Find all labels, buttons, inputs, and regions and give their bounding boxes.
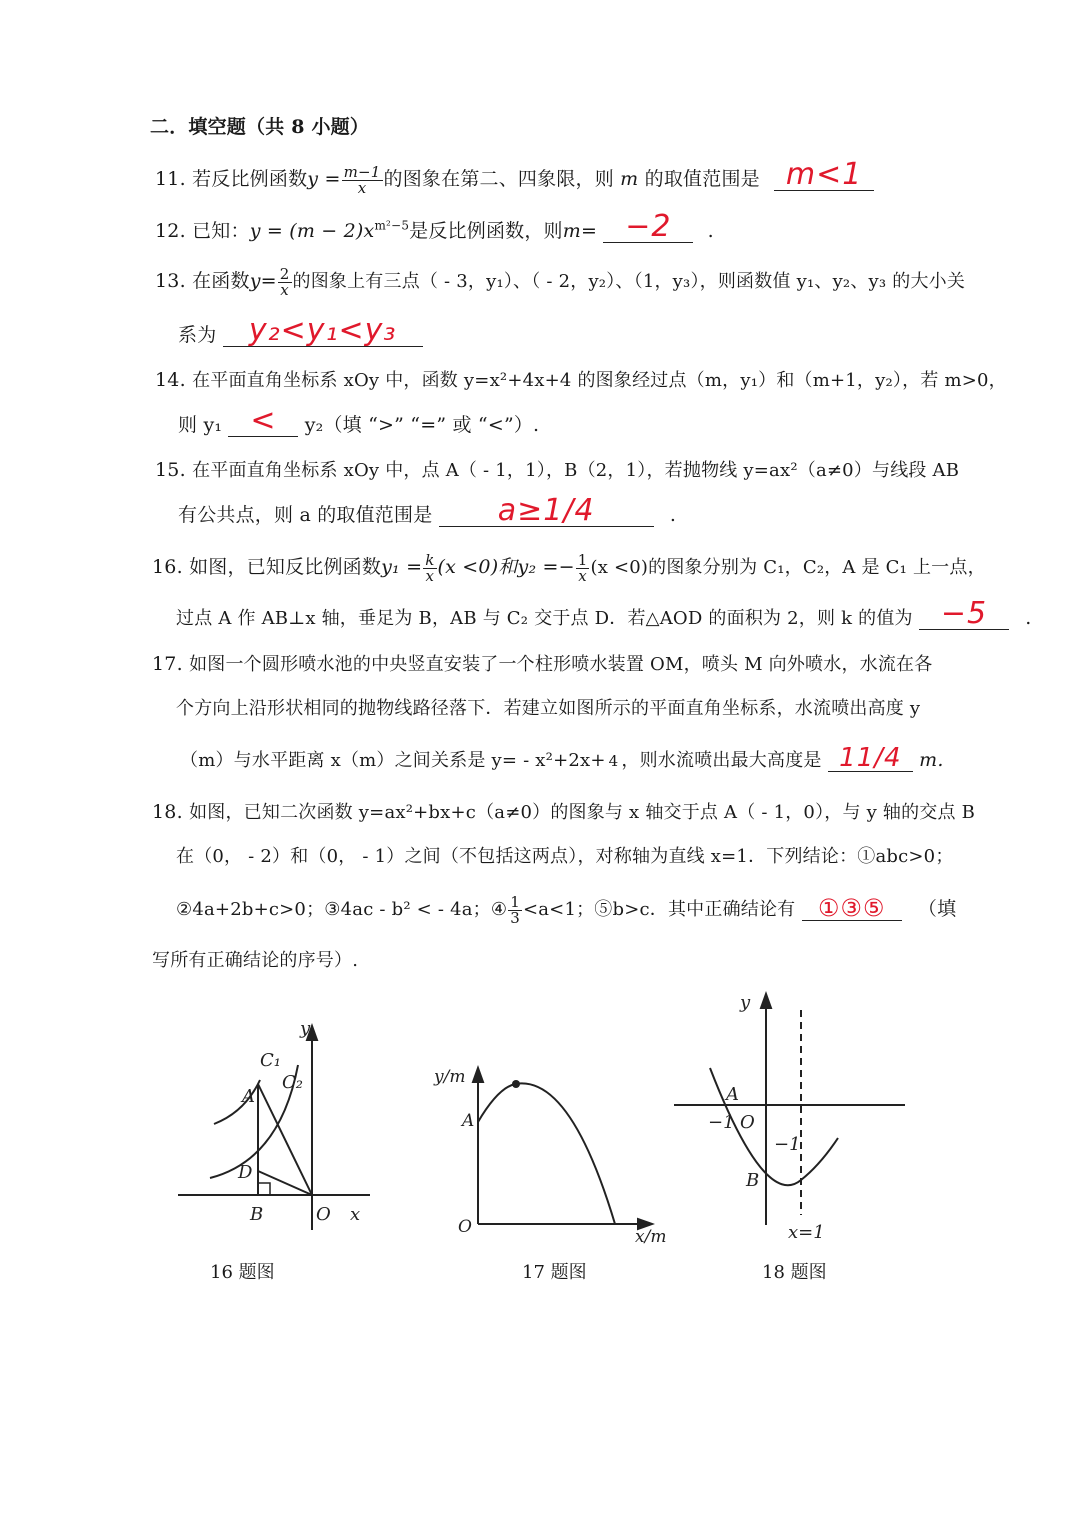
label-axis: x=1 [788,1222,825,1240]
question-15 [155,456,959,482]
question-number: 14. [155,369,186,391]
question-text: 的图象在第二、四象限，则 [383,168,614,190]
question-number: 16. [152,556,183,578]
answer-blank [828,743,913,773]
question-number: 11. [155,168,186,190]
question-text: 过点 A 作 AB⊥x 轴，垂足为 B，AB 与 C₂ 交于点 D．若△AOD 的面积为 2，则 k 的值为 [176,608,913,629]
label-o: O [458,1217,472,1237]
label-b: B [250,1204,264,1225]
handwritten-answer: −5 [940,596,988,631]
handwritten-answer: 11/4 [839,743,902,773]
question-text: 写所有正确结论的序号）. [152,950,359,971]
question-17-cont [176,694,920,720]
label-d: D [238,1162,253,1183]
question-17-cont2 [180,743,944,773]
question-text: 有公共点，则 a 的取值范围是 [178,504,433,526]
label-neg1-x: −1 [708,1112,735,1133]
fraction: $\frac{m-1}{x}$ [343,162,381,197]
fraction: $\frac{2}{x}$ [279,264,290,299]
label-y: y [300,1020,311,1039]
figure-16 [170,1020,380,1240]
question-16-cont [176,596,1032,631]
answer-blank [802,896,902,921]
section-title: 二．填空题（共 8 小题） [150,116,370,138]
y-axis-arrow [473,1068,483,1082]
equals-sign: = [580,220,598,242]
math-var: m [562,220,581,242]
question-number: 13. [155,270,186,292]
math-expr: (x <0)和y₂ =− [437,556,575,578]
question-text: 如图一个圆形喷水池的中央竖直安装了一个柱形喷水装置 OM，喷头 M 向外喷水，水流在各 [189,654,933,675]
question-text: 若反比例函数 [192,168,308,190]
question-text: 个方向上沿形状相同的抛物线路径落下．若建立如图所示的平面直角坐标系，水流喷出高度 y [176,698,921,719]
math-var: m [620,168,639,190]
math-expr: y₁ = [381,556,423,578]
handwritten-answer: ①③⑤ [817,894,886,922]
label-neg1-y: −1 [774,1134,801,1155]
question-16 [152,552,986,584]
question-14 [155,366,1007,392]
question-number: 18. [152,801,183,823]
question-text: 系为 [178,324,217,346]
fraction: $\frac{k}{x}$ [425,550,435,585]
question-18-cont [176,842,954,868]
question-13 [155,266,965,298]
handwritten-answer: −2 [625,209,672,244]
period: . [707,220,714,242]
label-a: A [726,1084,739,1105]
right-angle-mark [258,1183,270,1195]
period: . [669,504,677,526]
label-x: x [350,1204,361,1225]
label-a: A [242,1086,255,1107]
question-text: 则 y₁ [178,414,223,436]
question-text: （填 [917,898,957,920]
question-text: 的图象上有三点（ - 3，y₁）、（ - 2，y₂）、（1，y₃），则函数值 y₁、y₂、y₃ 的大小关 [292,271,966,292]
question-text: 是反比例函数，则 [409,220,563,242]
question-text: 如图，已知反比例函数 [189,556,382,578]
question-13-cont [178,313,423,348]
label-a: A [462,1111,475,1131]
question-text: （m）与水平距离 x（m）之间关系是 y= - x²+2x+ [180,750,606,771]
answer-blank [919,596,1009,631]
exponent: m²−5 [374,218,410,233]
question-text: 如图，已知二次函数 y=ax²+bx+c（a≠0）的图象与 x 轴交于点 A（ - 1，0），与 y 轴的交点 B [189,802,976,823]
label-y: y/m [434,1067,466,1087]
question-11 [155,157,874,197]
answer-blank [603,209,693,244]
math-expr: y = [307,168,341,190]
label-c1: C₁ [260,1050,281,1071]
figure-18-caption: 18 题图 [762,1262,827,1283]
label-o: O [740,1112,755,1133]
question-number: 17. [152,653,183,675]
handwritten-answer: m<1 [785,157,863,192]
fraction: 4 [608,751,619,770]
answer-blank [439,493,654,528]
answer-blank [223,313,423,348]
question-17 [152,650,932,676]
question-text: 已知： [192,220,250,242]
label-b: B [746,1170,760,1191]
question-text: y₂（填 “>” “=” 或 “<”）. [304,414,540,436]
label-x: x/m [635,1227,667,1247]
math-expr: y= [249,270,277,292]
question-18-cont3 [152,946,358,972]
figure-16-caption: 16 题图 [210,1262,275,1283]
question-text: 在平面直角坐标系 xOy 中，函数 y=x²+4x+4 的图象经过点（m，y₁）和（m+1，y₂），若 m>0， [192,370,1007,391]
answer-blank [228,403,298,438]
unit: m. [919,749,944,771]
question-text: 在平面直角坐标系 xOy 中，点 A（ - 1，1），B（2，1），若抛物线 y=ax²（a≠0）与线段 AB [192,460,960,481]
question-number: 15. [155,459,186,481]
question-15-cont [178,493,677,528]
label-c2: C₂ [282,1072,303,1093]
vertex-dot [512,1080,520,1088]
handwritten-answer: y₂<y₁<y₃ [248,313,397,348]
question-text: 在（0， - 2）和（0， - 1）之间（不包括这两点），对称轴为直线 x=1．下列结论：①abc>0； [176,846,954,867]
question-text: 的取值范围是 [644,168,760,190]
question-14-cont [178,403,540,438]
period: . [1025,607,1032,629]
math-expr: y = (m − 2)x [249,220,375,242]
question-text: <a<1；⑤b>c．其中正确结论有 [522,899,796,920]
question-text: ②4a+2b+c>0；③4ac - b² < - 4a；④ [176,899,508,920]
question-text: ，则水流喷出最大高度是 [621,750,822,771]
handwritten-answer: a≥1/4 [497,493,595,528]
parabola-water-path [478,1083,615,1224]
figure-17-caption: 17 题图 [522,1262,587,1283]
question-text: (x <0)的图象分别为 C₁，C₂，A 是 C₁ 上一点， [590,557,986,578]
label-o: O [316,1204,331,1225]
segment-ao [258,1084,312,1195]
label-y: y [740,992,751,1013]
figure-17 [430,1060,680,1250]
question-18-cont2 [176,894,956,926]
question-number: 12. [155,220,186,242]
question-12 [155,209,714,244]
y-axis-arrow [761,994,771,1008]
figure-18 [670,990,915,1240]
answer-blank [774,157,874,192]
fraction: $\frac{1}{x}$ [577,550,588,585]
handwritten-answer: < [250,403,277,438]
question-18 [152,798,975,824]
question-text: 在函数 [192,270,250,292]
fraction: $\frac{1}{3}$ [510,892,520,927]
